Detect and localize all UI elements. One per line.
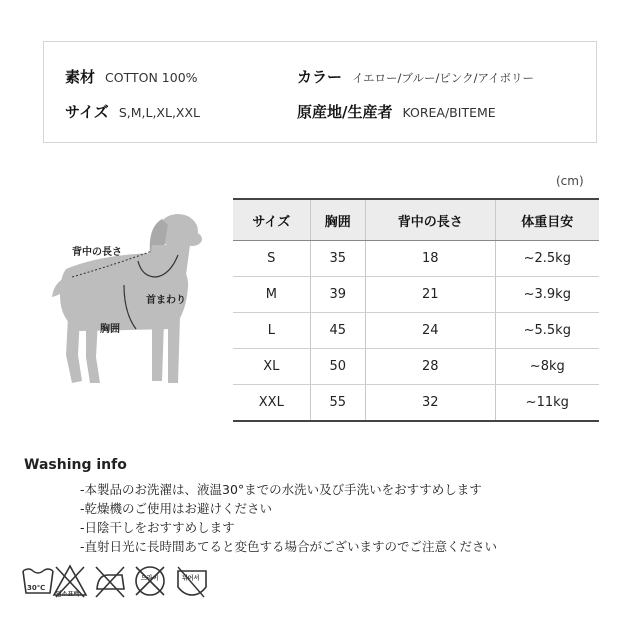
cell-chest: 35: [310, 241, 365, 277]
table-row: [233, 385, 599, 422]
cell-size: XL: [233, 349, 310, 385]
dog-label-chest: 胸囲: [100, 324, 120, 335]
wash-30-icon: [20, 563, 56, 599]
cell-back: 21: [365, 277, 495, 313]
cell-weight: ~5.5kg: [495, 313, 599, 349]
spec-box: [43, 41, 597, 143]
origin-row: [297, 101, 496, 122]
header-size: サイズ: [233, 199, 310, 241]
material-value: COTTON 100%: [105, 70, 198, 85]
cell-chest: 55: [310, 385, 365, 422]
cell-weight: ~8kg: [495, 349, 599, 385]
header-back-length: 背中の長さ: [365, 199, 495, 241]
size-label: サイズ: [65, 103, 109, 121]
header-chest: 胸囲: [310, 199, 365, 241]
cell-size: M: [233, 277, 310, 313]
no-bleach-text: 염소표백: [56, 591, 80, 598]
size-row: [65, 101, 200, 122]
dog-label-neck: 首まわり: [146, 295, 186, 306]
washing-instructions: [80, 480, 497, 556]
size-table-header: [233, 199, 599, 241]
size-value: S,M,L,XL,XXL: [118, 105, 201, 120]
cell-size: S: [233, 241, 310, 277]
cell-chest: 39: [310, 277, 365, 313]
cell-weight: ~11kg: [495, 385, 599, 422]
color-label: カラー: [297, 68, 343, 86]
washing-line: -乾燥機のご使用はお避けください: [80, 501, 273, 516]
cell-size: L: [233, 313, 310, 349]
no-tumble-dry-text: 뉘어서: [182, 575, 200, 582]
color-row: [297, 66, 534, 87]
cell-chest: 45: [310, 313, 365, 349]
washing-line: -直射日光に長時間あてると変色する場合がございますのでご注意ください: [80, 539, 498, 554]
cell-back: 24: [365, 313, 495, 349]
no-iron-icon: [92, 563, 128, 599]
unit-label: (cm): [556, 174, 584, 188]
table-row: [233, 313, 599, 349]
cell-chest: 50: [310, 349, 365, 385]
table-row: [233, 241, 599, 277]
material-row: [65, 66, 198, 87]
cell-size: XXL: [233, 385, 310, 422]
size-table: [233, 198, 599, 422]
color-value: イエロー/ブルー/ピンク/アイボリー: [352, 71, 534, 85]
origin-label: 原産地/生産者: [297, 103, 393, 121]
header-weight: 体重目安: [495, 199, 599, 241]
washing-line: -日陰干しをおすすめします: [80, 520, 235, 535]
washing-title: Washing info: [24, 457, 127, 473]
cell-back: 28: [365, 349, 495, 385]
table-row: [233, 349, 599, 385]
no-dry-clean-text: 드라이: [141, 575, 159, 582]
dog-label-back: 背中の長さ: [72, 247, 122, 258]
table-row: [233, 277, 599, 313]
origin-value: KOREA/BITEME: [402, 105, 496, 120]
wash-30-text: 30℃: [27, 584, 46, 592]
material-label: 素材: [65, 68, 96, 86]
cell-back: 18: [365, 241, 495, 277]
washing-line: -本製品のお洗濯は、液温30°までの水洗い及び手洗いをおすすめします: [80, 482, 482, 497]
cell-weight: ~2.5kg: [495, 241, 599, 277]
cell-weight: ~3.9kg: [495, 277, 599, 313]
cell-back: 32: [365, 385, 495, 422]
